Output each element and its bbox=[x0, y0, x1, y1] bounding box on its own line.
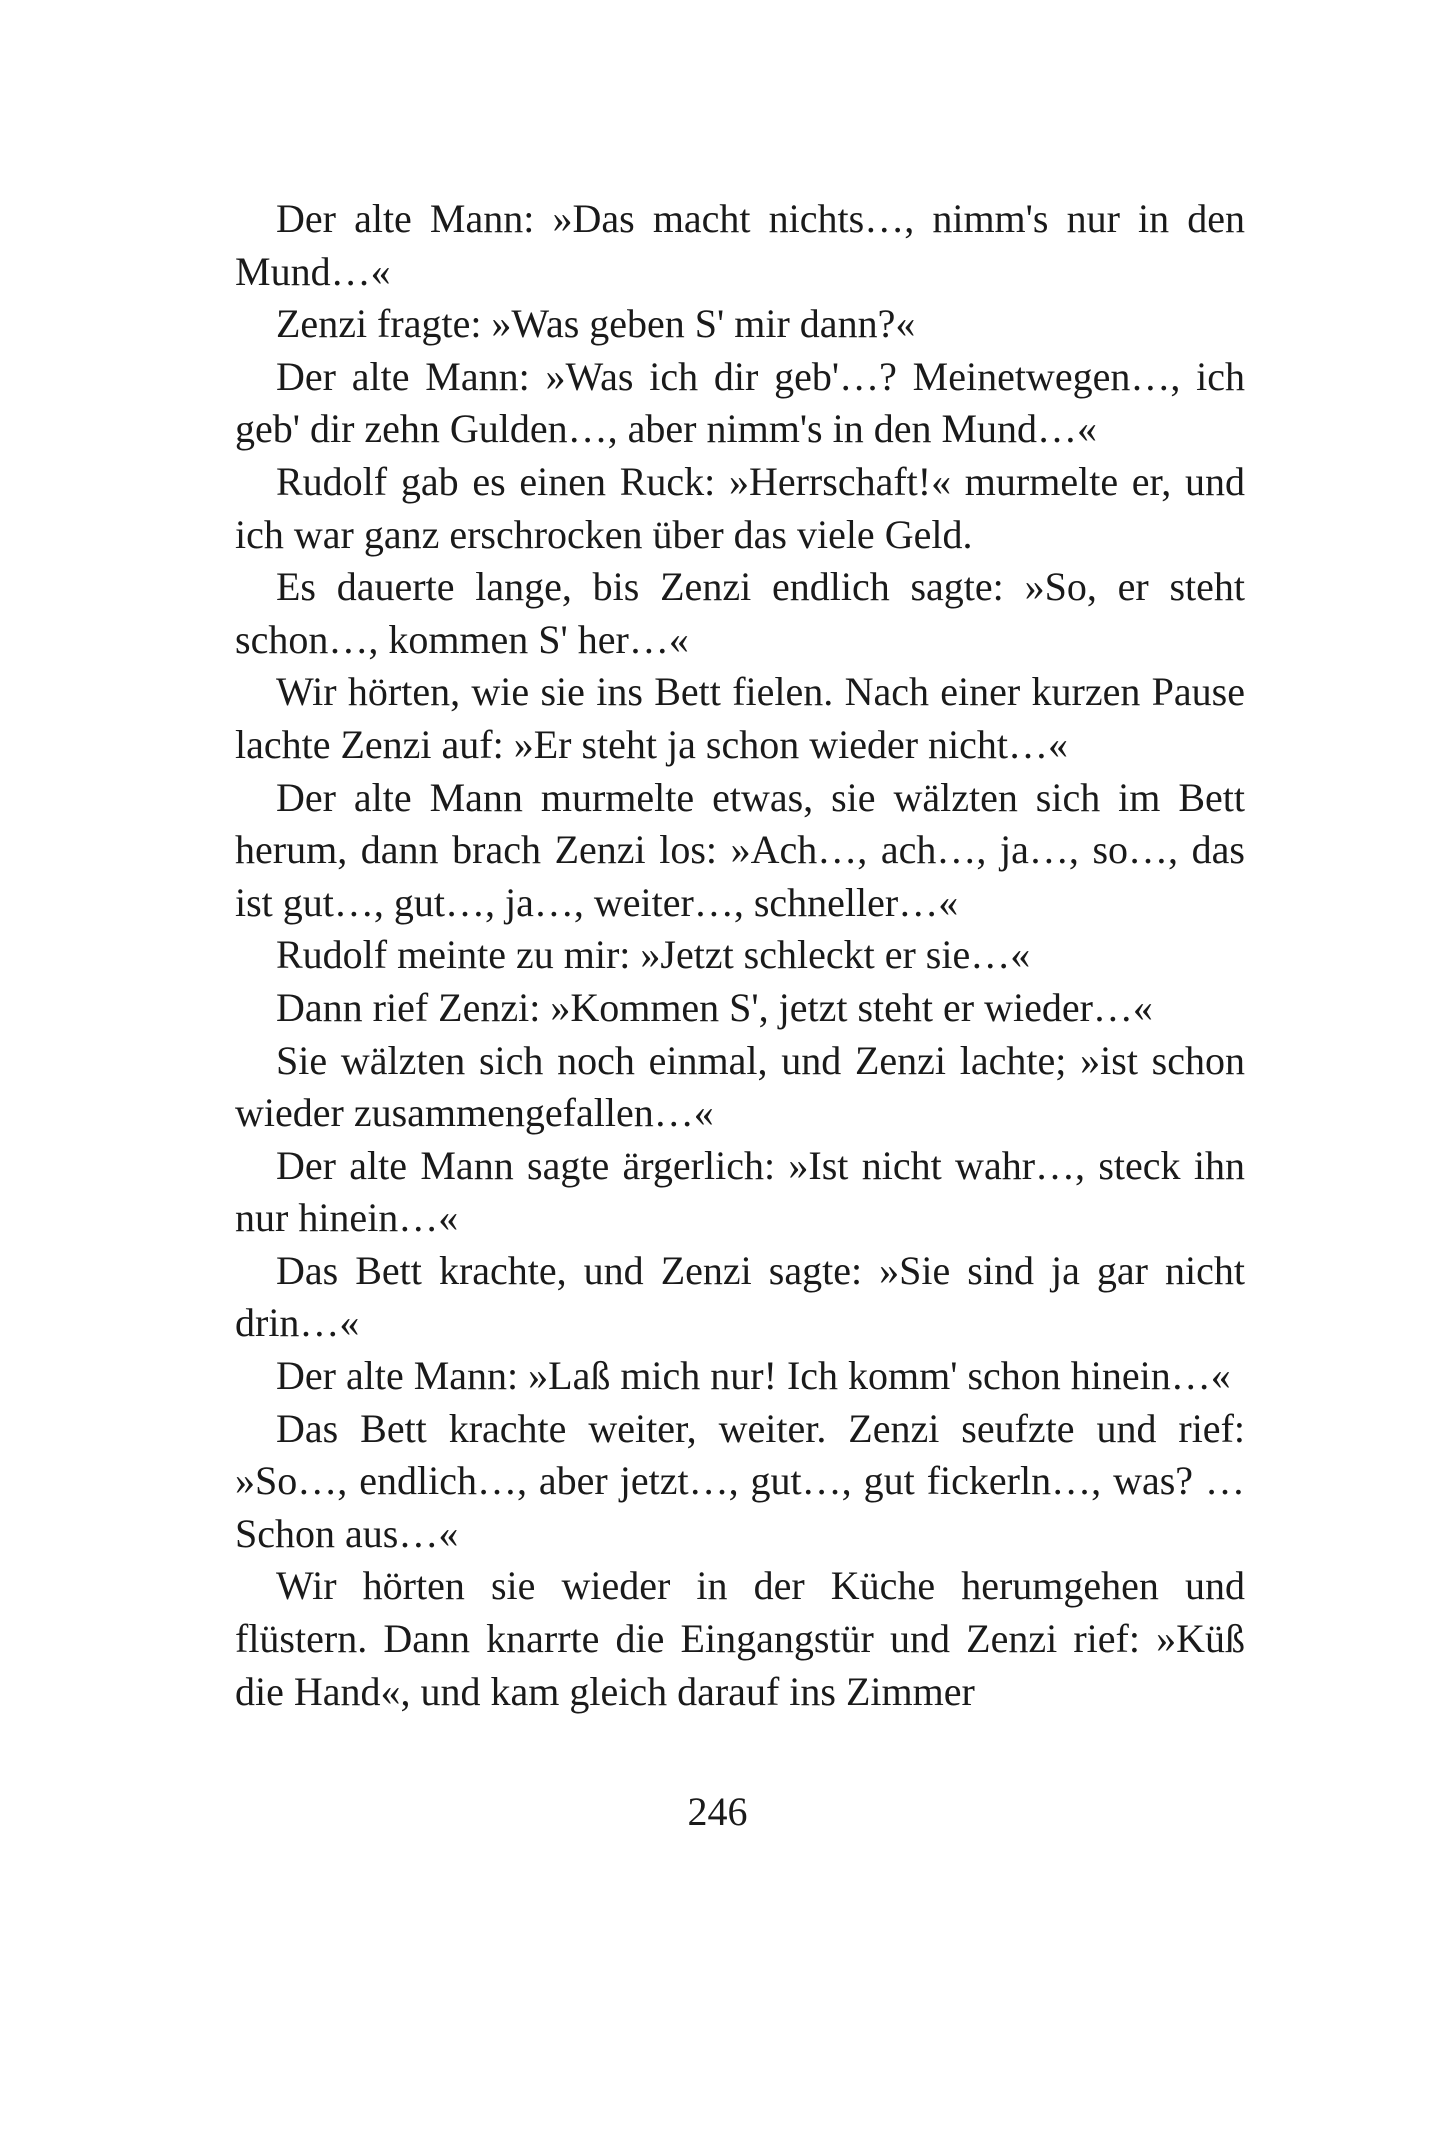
paragraph: Der alte Mann: »Was ich dir geb'…? Meinetwegen…, ich geb' dir zehn Gulden…, aber nimm's in den Mund…« bbox=[235, 353, 1245, 452]
paragraph: Zenzi fragte: »Was geben S' mir dann?« bbox=[276, 301, 916, 347]
paragraph: Sie wälzten sich noch einmal, und Zenzi lachte; »ist schon wieder zusammengefallen…« bbox=[235, 1037, 1245, 1136]
paragraph: Dann rief Zenzi: »Kommen S', jetzt steht er wieder…« bbox=[276, 984, 1153, 1030]
paragraph: Wir hörten, wie sie ins Bett fielen. Nach einer kurzen Pause lachte Zenzi auf: »Er steht ja schon wieder nicht…« bbox=[235, 669, 1245, 767]
page-number: 246 bbox=[687, 1789, 748, 1834]
paragraph: Das Bett krachte, und Zenzi sagte: »Sie sind ja gar nicht drin…« bbox=[235, 1247, 1245, 1346]
paragraph: Rudolf gab es einen Ruck: »Herrschaft!« murmelte er, und ich war ganz erschrocken über das viele Geld. bbox=[235, 458, 1245, 557]
paragraph: Das Bett krachte weiter, weiter. Zenzi seufzte und rief: »So…, endlich…, aber jetzt…, gut…, gut fickerln…, was? …Schon aus…« bbox=[235, 1405, 1245, 1556]
paragraph: Der alte Mann: »Das macht nichts…, nimm's nur in den Mund…« bbox=[235, 196, 1245, 294]
paragraph: Der alte Mann murmelte etwas, sie wälzten sich im Bett herum, dann brach Zenzi los: »Ach…, ach…, ja…, so…, das ist gut…, gut…, ja…, weiter…, schneller…« bbox=[235, 774, 1245, 925]
paragraph: Der alte Mann sagte ärgerlich: »Ist nicht wahr…, steck ihn nur hinein…« bbox=[235, 1142, 1245, 1241]
paragraph: Wir hörten sie wieder in der Küche herumgehen und flüstern. Dann knarrte die Eingangstür und Zenzi rief: »Küß die Hand«, und kam gleich darauf ins Zimmer bbox=[235, 1563, 1245, 1714]
paragraph: Rudolf meinte zu mir: »Jetzt schleckt er sie…« bbox=[276, 932, 1031, 978]
paragraph: Es dauerte lange, bis Zenzi endlich sagte: »So, er steht schon…, kommen S' her…« bbox=[235, 564, 1245, 662]
paragraph: Der alte Mann: »Laß mich nur! Ich komm' schon hinein…« bbox=[276, 1353, 1231, 1399]
body-text bbox=[235, 193, 1245, 1718]
